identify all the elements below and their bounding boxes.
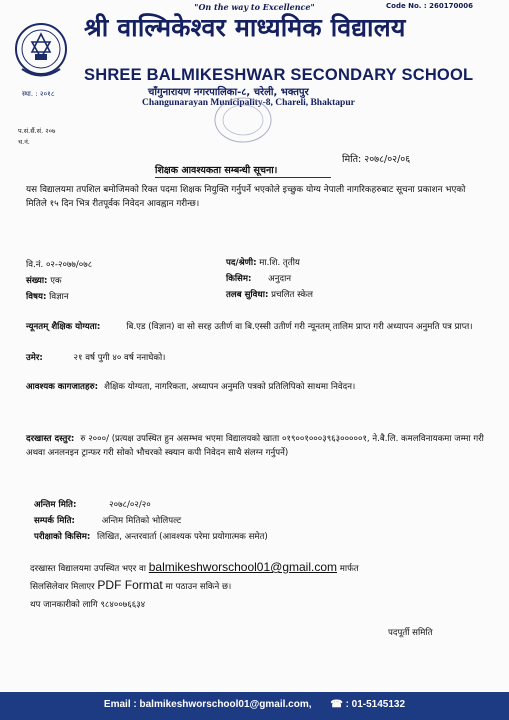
tagline: "On the way to Excellence": [194, 2, 315, 12]
footer-phone[interactable]: : 01-5145132: [345, 699, 406, 710]
application-fee-value: रु २०००/ (प्रत्यक्ष उपस्थित हुन असम्भव भएमा विद्यालयको खाता ०१९००१०००३९६३०००००१, ने.बै.लि. कमलविनायकमा जम्मा गरी अथवा अनलनइन ट्रान्फर गरी सोको भौचरको स्क्यान कपी निवेदन साथै संलग्न गर्नुपर्ने): [26, 434, 484, 458]
min-qualification-value: बि.एड (विज्ञान) वा सो सरह उतीर्ण वा बि.एस्सी उतीर्ण गरी न्यूनतम् तालिम प्राप्त गरी अध्यापन अनुमति पत्र प्राप्त।: [126, 322, 473, 332]
deadline-label: अन्तिम मिति:: [34, 500, 77, 510]
type-label: किसिम:: [226, 274, 252, 284]
school-emblem-icon: [14, 22, 68, 84]
min-qualification: [26, 320, 484, 334]
school-name-english: SHREE BALMIKESHWAR SECONDARY SCHOOL: [84, 66, 474, 84]
age-row: [26, 351, 165, 363]
submission-line2-post: मा पठाउन सकिने छ।: [165, 582, 232, 592]
footer-email-label: Email :: [103, 699, 137, 710]
more-info: थप जानकारीको लागि ९८४००७६६३४: [30, 600, 146, 610]
deadline-row: [34, 498, 151, 510]
exam-type-row: [34, 530, 268, 542]
deadline-value: २०७८/०२/२०: [109, 500, 151, 510]
salary-row: [226, 288, 313, 300]
notice-title: शिक्षक आवश्यकता सम्बन्धी सूचना।: [155, 165, 278, 176]
required-documents: [26, 380, 484, 394]
footer-email[interactable]: balmikeshworschool01@gmail.com,: [139, 699, 312, 710]
submission-text-post: मार्फत: [339, 564, 359, 574]
age-value: २१ वर्ष पुगी ४० वर्ष ननाघेको।: [73, 353, 166, 363]
application-fee-label: दरखास्त दस्तुर:: [26, 434, 75, 444]
established-year: स्था. : २०१८: [22, 90, 55, 98]
notice-intro: यस विद्यालयमा तपशिल बमोजिमको रिक्त पदमा शिक्षक नियुक्ति गर्नुपर्ने भएकोले इच्छुक योग्य नेपाली नागरिकहरुबाट सूचना प्रकाशन भएको मितिले १५ दिन भित्र रीतपूर्वक निवेदन आवह्वान गरीन्छ।: [26, 185, 466, 209]
advertisement-number: वि.नं. ०२-२०७७/०७८: [26, 260, 93, 270]
type-value: अनुदान: [268, 274, 292, 284]
count-row: [26, 274, 62, 286]
type-row: [226, 272, 291, 284]
submission-line-1: [30, 560, 359, 574]
submission-line-2: [30, 578, 231, 592]
post-row: [226, 256, 300, 268]
count-value: एक: [50, 276, 62, 286]
dispatch-number: च.नं.: [18, 138, 30, 146]
subject-label: विषय:: [26, 292, 47, 302]
letter-date: [342, 152, 410, 165]
required-documents-label: आवश्यक कागजातहरु:: [26, 382, 99, 392]
exam-type-label: परीक्षाको किसिम:: [34, 532, 91, 542]
subject-value: विज्ञान: [49, 292, 69, 302]
salary-label: तलब सुविधा:: [226, 290, 269, 300]
salary-value: प्रचलित स्केल: [271, 290, 313, 300]
school-name-nepali: श्री वाल्मिकेश्वर माध्यमिक विद्यालय: [84, 13, 406, 42]
reference-number: प.सं.सैं.सं. २०७: [18, 127, 56, 135]
footer-contact: [0, 699, 509, 710]
subject-row: [26, 290, 69, 302]
date-value: २०७८/०२/०६: [364, 154, 411, 165]
application-fee: [26, 432, 484, 460]
post-label: पद/श्रेणी:: [226, 258, 257, 268]
exam-type-value: लिखित, अन्तरवार्ता (आवश्यक परेमा प्रयोगात्मक समेत): [97, 532, 268, 542]
contact-date-value: अन्तिम मितिको भोलिपल्ट: [101, 516, 182, 526]
submission-text-pre: दरखास्त विद्यालयमा उपस्थित भएर वा: [30, 564, 147, 574]
submission-email-link[interactable]: balmikeshworschool01@gmail.com: [148, 560, 338, 574]
post-value: मा.शि. तृतीय: [259, 258, 300, 268]
date-label: मिति:: [342, 154, 362, 165]
signature-committee: पदपूर्ती समिति: [388, 628, 433, 638]
school-stamp-icon: [208, 96, 278, 148]
required-documents-value: शैक्षिक योग्यता, नागरिकता, अध्यापन अनुमति पत्रको प्रतिलिपिको साथमा निवेदन।: [104, 382, 356, 392]
code-number: Code No. : 260170006: [386, 2, 473, 10]
contact-date-row: [34, 514, 181, 526]
address-nepali: चाँगुनारायण नगरपालिका-८, चरेली, भक्तपुर: [148, 87, 309, 98]
contact-date-label: सम्पर्क मिति:: [34, 516, 75, 526]
submission-line2-pre: सिलसिलेवार मिलाएर: [30, 582, 95, 592]
min-qualification-label: न्यूनतम् शैक्षिक योग्यता:: [26, 322, 101, 332]
phone-icon: ☎: [330, 699, 343, 710]
notice-title-underline: [155, 177, 331, 178]
age-label: उमेर:: [26, 353, 43, 363]
pdf-format-text: PDF Format: [97, 578, 163, 592]
address-english: Changunarayan Municipality-8, Chareli, Bhaktapur: [142, 98, 355, 108]
count-label: संख्या:: [26, 276, 48, 286]
